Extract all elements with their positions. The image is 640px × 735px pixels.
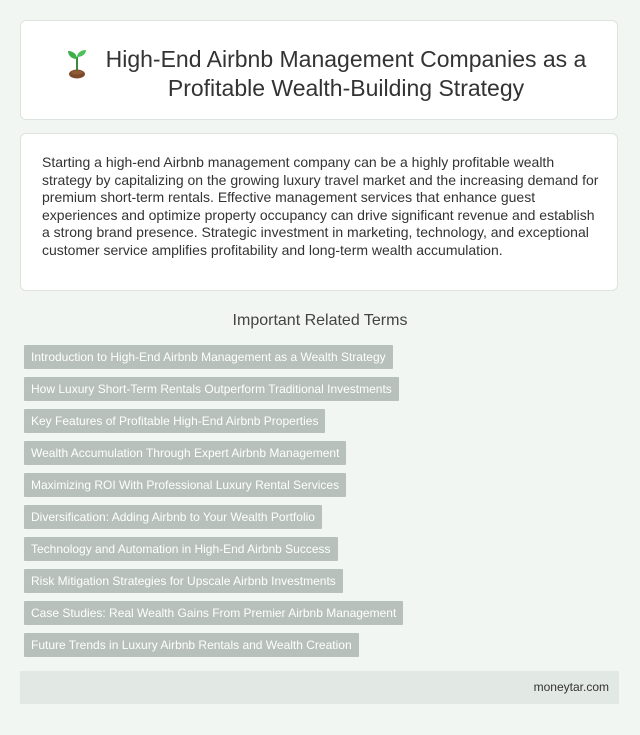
related-term-link[interactable]: Risk Mitigation Strategies for Upscale Airbnb Investments: [24, 569, 343, 593]
related-term-link[interactable]: How Luxury Short-Term Rentals Outperform Traditional Investments: [24, 377, 399, 401]
related-terms-list: [24, 345, 616, 665]
summary-card: [20, 133, 618, 291]
footer-bar: [20, 671, 619, 704]
related-term-link[interactable]: Future Trends in Luxury Airbnb Rentals and Wealth Creation: [24, 633, 359, 657]
related-term-link[interactable]: Diversification: Adding Airbnb to Your Wealth Portfolio: [24, 505, 322, 529]
related-terms-heading: Important Related Terms: [232, 312, 408, 329]
related-term-link[interactable]: Introduction to High-End Airbnb Management as a Wealth Strategy: [24, 345, 393, 369]
footer-site-link[interactable]: moneytar.com: [533, 680, 609, 694]
related-term-link[interactable]: Technology and Automation in High-End Airbnb Success: [24, 537, 338, 561]
related-term-link[interactable]: Wealth Accumulation Through Expert Airbnb Management: [24, 441, 346, 465]
summary-text: Starting a high-end Airbnb management company can be a highly profitable wealth strategy by capitalizing on the growing luxury travel market and the increasing demand for premium short-term rentals. Effective management services that enhance guest experiences and optimize property occupancy can drive significant revenue and establish a strong brand presence. Strategic investment in marketing, technology, and exceptional customer service amplifies profitability and long-term wealth accumulation.: [42, 154, 599, 258]
related-term-link[interactable]: Maximizing ROI With Professional Luxury Rental Services: [24, 473, 346, 497]
page-title: High-End Airbnb Management Companies as a Profitable Wealth-Building Strategy: [105, 46, 587, 101]
related-term-link[interactable]: Key Features of Profitable High-End Airbnb Properties: [24, 409, 325, 433]
title-card: [20, 20, 618, 120]
related-term-link[interactable]: Case Studies: Real Wealth Gains From Premier Airbnb Management: [24, 601, 403, 625]
sprout-icon: [59, 45, 95, 81]
